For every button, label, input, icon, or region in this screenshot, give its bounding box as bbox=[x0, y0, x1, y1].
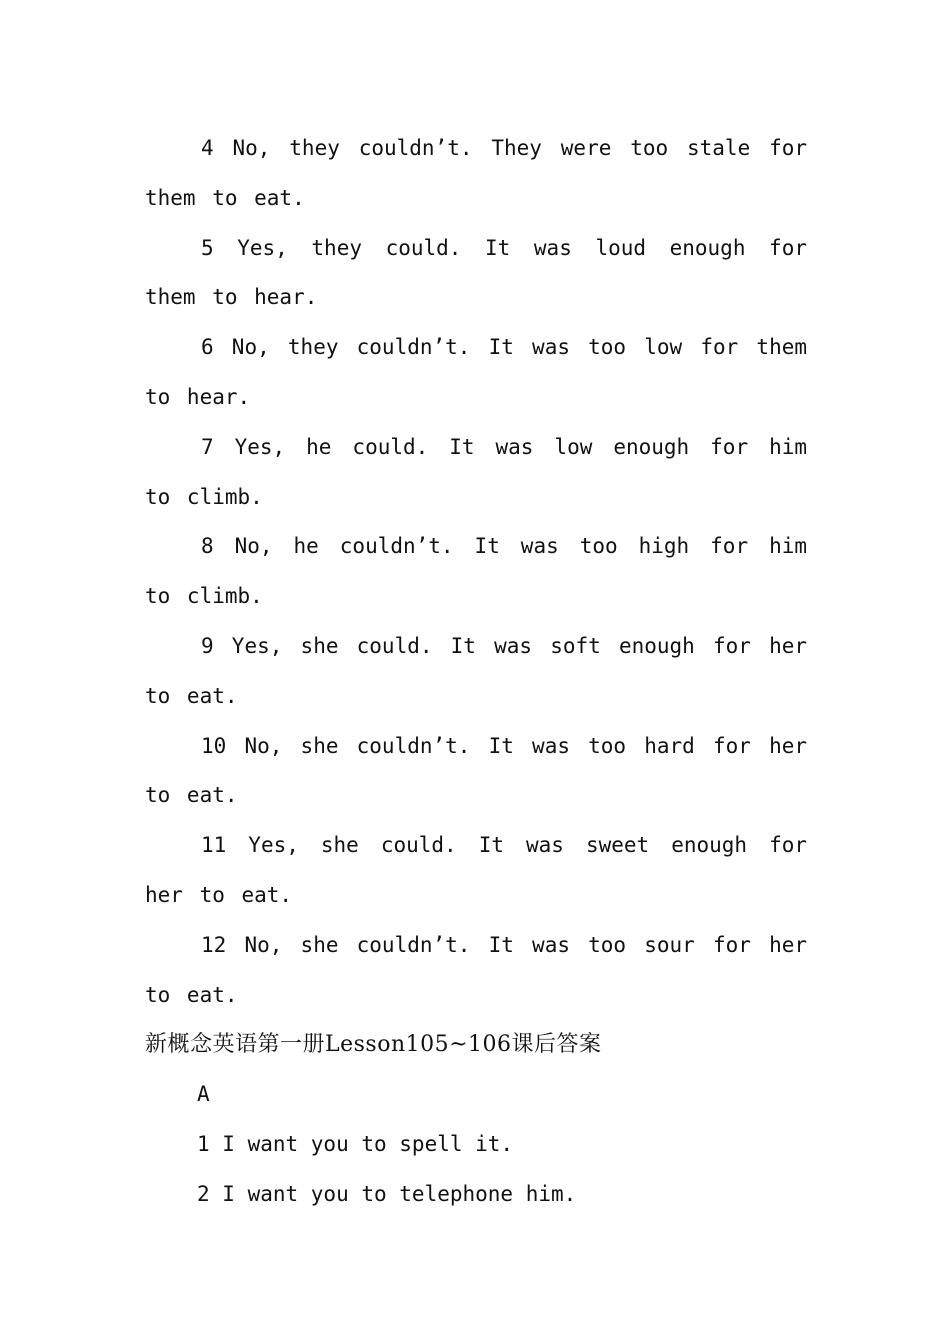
exercise-item-2: 2 I want you to telephone him. bbox=[197, 1181, 577, 1206]
answer-item-11: 11 Yes, she could. It was sweet enough for her to eat. bbox=[145, 833, 807, 907]
answer-item-6: 6 No, they couldn’t. It was too low for them to hear. bbox=[145, 335, 807, 409]
answer-item-8: 8 No, he couldn’t. It was too high for him to climb. bbox=[145, 534, 807, 609]
section-heading: 新概念英语第一册Lesson105~106课后答案 bbox=[145, 1032, 602, 1058]
answer-item-9: 9 Yes, she could. It was soft enough for her to eat. bbox=[145, 633, 807, 708]
answer-item-5: 5 Yes, they could. It was loud enough for them to hear. bbox=[145, 235, 807, 310]
answer-item-10: 10 No, she couldn’t. It was too hard for her to eat. bbox=[145, 733, 807, 808]
answer-item-12: 12 No, she couldn’t. It was too sour for her to eat. bbox=[145, 932, 807, 1007]
exercise-item-1: 1 I want you to spell it. bbox=[197, 1131, 514, 1156]
answer-item-4: 4 No, they couldn’t. They were too stale for them to eat. bbox=[145, 136, 807, 210]
exercise-section-label: A bbox=[197, 1082, 210, 1107]
document-body bbox=[145, 124, 807, 1220]
answer-item-7: 7 Yes, he could. It was low enough for him to climb. bbox=[145, 434, 807, 509]
